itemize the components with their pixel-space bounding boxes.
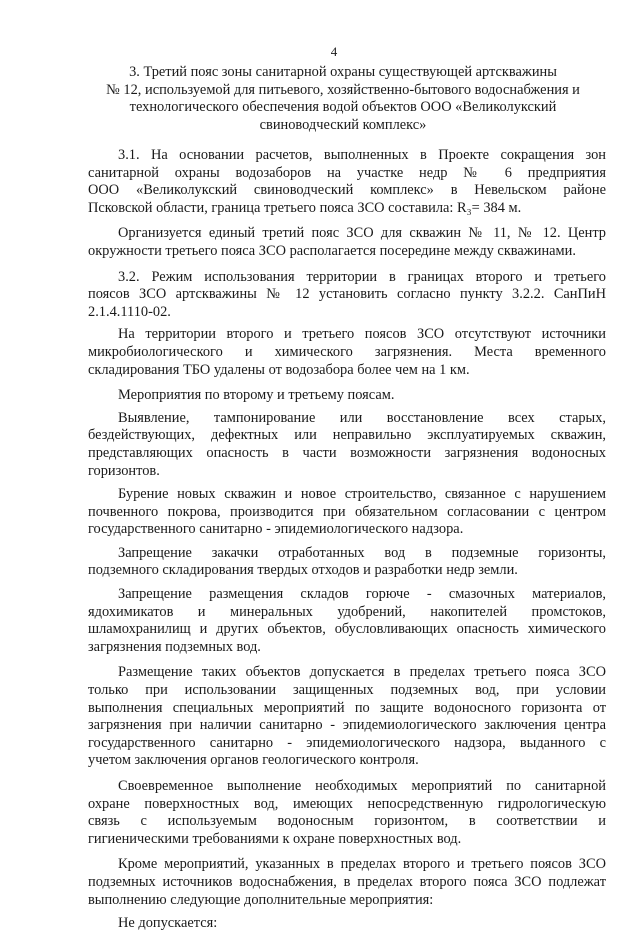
section-heading (88, 64, 598, 134)
paragraph-line: Организуется единый третий пояс ЗСО для скважин № 11, № 12. Центр (118, 225, 606, 242)
paragraph-line: связь с используемым водоносным горизонтом, в соответствии и (88, 813, 606, 830)
paragraph (88, 326, 606, 379)
page-number: 4 (330, 44, 338, 59)
paragraph-line: охране поверхностных вод, имеющих непосредственную гидрологическую (88, 795, 606, 812)
heading-line: свиноводческий комплекс» (259, 116, 427, 133)
paragraph-line: Не допускается: (118, 915, 218, 932)
paragraph-line: ядохимикатов и минеральных удобрений, накопителей промстоков, (88, 603, 606, 620)
paragraph-line: поясов ЗСО артскважины № 12 установить согласно пункту 3.2.2. СанПиН (88, 286, 606, 303)
paragraph-line: Запрещение размещения складов горюче - смазочных материалов, (118, 586, 606, 603)
paragraph (88, 545, 606, 580)
paragraph-line: микробиологического и химического загрязнения. Места временного (88, 343, 606, 360)
paragraph-line: выполнения специальных мероприятий по защите водоносного горизонта от (88, 699, 606, 716)
paragraph (88, 778, 606, 848)
paragraph (88, 586, 606, 656)
body-text (88, 147, 606, 938)
paragraph-line: шламохранилищ и других объектов, обусловливающих опасность химического (88, 621, 606, 638)
paragraph (88, 664, 606, 770)
paragraph (88, 856, 606, 909)
paragraph-line: 3.2. Режим использования территории в границах второго и третьего (118, 268, 606, 285)
paragraph-line: загрязнения при наличии санитарно - эпидемиологического заключения центра (88, 717, 606, 734)
paragraph-line: почвенного покрова, производится при обязательном согласовании с центром (88, 503, 606, 520)
paragraph-line: На территории второго и третьего поясов ЗСО отсутствуют источники (118, 326, 606, 343)
paragraph-line: Запрещение закачки отработанных вод в подземные горизонты, (118, 544, 606, 561)
paragraph (88, 915, 606, 933)
paragraph-line: представляющих опасность в части возможности загрязнения водоносных (88, 444, 606, 461)
paragraph-line: санитарной охраны водозаборов на участке недр № 6 предприятия (88, 164, 606, 181)
heading-line: технологического обеспечения водой объектов ООО «Великолукский (129, 99, 557, 116)
paragraph-line: ООО «Великолукский свиноводческий комплекс» в Невельском районе (88, 182, 606, 199)
paragraph-line: Псковской области, граница третьего пояса ЗСО составила: R₃= 384 м. (88, 199, 522, 216)
paragraph-line: Бурение новых скважин и новое строительство, связанное с нарушением (118, 486, 606, 503)
paragraph-line: окружности третьего пояса ЗСО располагается посередине между скважинами. (88, 242, 576, 259)
paragraph-line: складирования ТБО удалены от водозабора более чем на 1 км. (88, 361, 470, 378)
paragraph-line: подземного складирования твердых отходов и разработки недр земли. (88, 562, 518, 579)
paragraph-line: гигиеническими требованиями к охране поверхностных вод. (88, 830, 462, 847)
paragraph-line: 3.1. На основании расчетов, выполненных в Проекте сокращения зон (118, 147, 606, 163)
paragraph-line: Своевременное выполнение необходимых мероприятий по санитарной (118, 778, 606, 794)
paragraph-line: Мероприятия по второму и третьему поясам. (118, 387, 395, 404)
paragraph-line: выполнению следующие дополнительные мероприятия: (88, 891, 434, 908)
paragraph (88, 225, 606, 260)
paragraph-line: 2.1.4.1110-02. (88, 303, 171, 320)
paragraph-line: государственного санитарно - эпидемиологического надзора, выданного с (88, 734, 606, 751)
paragraph-line: только при использовании защищенных подземных вод, при условии (88, 682, 606, 699)
paragraph-line: Размещение таких объектов допускается в пределах третьего пояса ЗСО (118, 664, 606, 681)
paragraph-line: государственного санитарно - эпидемиологического надзора. (88, 521, 464, 538)
paragraph-line: подземных источников водоснабжения, в пределах второго пояса ЗСО подлежат (88, 873, 606, 890)
heading-line: 3. Третий пояс зоны санитарной охраны существующей артскважины (129, 64, 557, 80)
paragraph-line: бездействующих, дефектных или неправильно эксплуатируемых скважин, (88, 427, 606, 444)
paragraph-line: учетом заключения органов геологического контроля. (88, 752, 419, 769)
paragraph (88, 387, 606, 405)
paragraph-line: загрязнения подземных вод. (88, 638, 261, 655)
paragraph-line: Кроме мероприятий, указанных в пределах второго и третьего поясов ЗСО (118, 856, 606, 873)
paragraph (88, 147, 606, 217)
paragraph (88, 486, 606, 539)
paragraph-line: горизонтов. (88, 462, 160, 479)
paragraph-line: Выявление, тампонирование или восстановление всех старых, (118, 409, 606, 426)
paragraph (88, 269, 606, 322)
heading-line: № 12, используемой для питьевого, хозяйственно-бытового водоснабжения и (106, 81, 580, 98)
paragraph (88, 410, 606, 480)
